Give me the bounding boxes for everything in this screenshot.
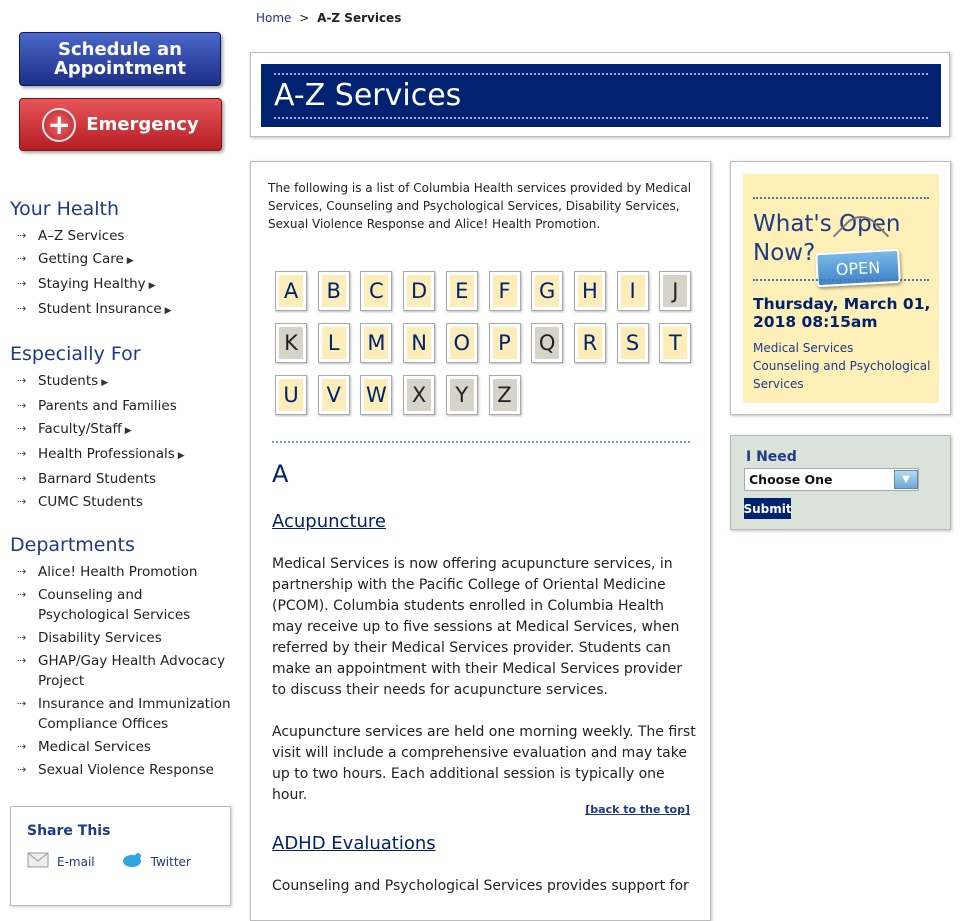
schedule-label-line2: Appointment [53,58,187,79]
nav-especially-for [10,343,235,515]
dotted-arrow-icon: ⇢ [17,252,27,265]
alphabet-letter-label: V [322,379,346,411]
nav-especially-for-item[interactable] [10,444,235,466]
dotted-arrow-icon: ⇢ [17,374,27,387]
nav-your-health-list [10,226,235,321]
intro-text: The following is a list of Columbia Health services provided by Medical Services, Counseling and Psychological Services, Disability Services, Sexual Violence Response and Alice! Health Promotion. [268,181,692,231]
service-paragraph: Medical Services is now offering acupuncture services, in partnership with the Pacific College of Oriental Medicine (PCOM). Columbia students enrolled in Columbia Health may receive up to five sessions at Medical Services, when referred by their Medical Services provider. Students can make an appointment with their Medical Services provider to discuss their needs for acupuncture services. [272,556,683,698]
alphabet-letter-label: Q [535,327,559,359]
nav-departments-item-label: Insurance and Immunization Compliance Offices [38,696,231,732]
alphabet-letter-m[interactable] [360,323,392,363]
caret-right-icon: ▶ [126,256,134,266]
dotted-arrow-icon: ⇢ [17,654,27,667]
caret-right-icon: ▶ [164,306,172,316]
nav-departments-item-label: Counseling and Psychological Services [38,587,191,623]
alphabet-letter-label: A [279,275,303,307]
nav-especially-for-item[interactable] [10,419,235,441]
alphabet-letter-label: L [322,327,346,359]
alphabet-letter-label: C [364,275,388,307]
open-sign-icon [815,249,901,287]
alphabet-letter-label: E [450,275,474,307]
alphabet-letter-label: H [578,275,602,307]
alphabet-letter-o[interactable] [446,323,478,363]
header-dotted-rule-top [274,73,928,75]
alphabet-letter-q [531,323,563,363]
dotted-arrow-icon: ⇢ [17,631,27,644]
nav-departments-title: Departments [10,534,135,556]
alphabet-letter-label: P [493,327,517,359]
nav-especially-for-item-label: CUMC Students [38,494,143,510]
alphabet-letter-label: B [322,275,346,307]
whats-open-widget [730,161,951,415]
i-need-select[interactable] [744,468,919,491]
dotted-arrow-icon: ⇢ [17,472,27,485]
nav-departments-list [10,562,235,780]
alphabet-letter-label: D [407,275,431,307]
alphabet-letter-g[interactable] [531,271,563,311]
caret-right-icon: ▶ [177,451,185,461]
alphabet-letter-x [403,375,435,415]
open-sign-label: OPEN [835,257,881,279]
alphabet-letter-label: Z [493,379,517,411]
dotted-arrow-icon: ⇢ [17,302,27,315]
alphabet-letter-j [659,271,691,311]
service-paragraph: Counseling and Psychological Services provides support for [272,878,689,894]
nav-departments-item-label: Sexual Violence Response [38,762,214,778]
nav-departments-item[interactable] [10,737,235,757]
alphabet-letter-i[interactable] [617,271,649,311]
nav-your-health-item-label: Getting Care [38,251,124,267]
open-dotted-rule-bottom [753,279,929,281]
alphabet-letter-label: I [621,275,645,307]
nav-especially-for-item[interactable] [10,396,235,416]
i-need-widget [730,435,951,530]
dotted-arrow-icon: ⇢ [17,495,27,508]
caret-right-icon: ▶ [124,426,132,436]
nav-especially-for-item-label: Faculty/Staff [38,421,122,437]
service-title-acupuncture[interactable]: Acupuncture [272,511,386,532]
nav-especially-for-item[interactable] [10,371,235,393]
alphabet-letter-w[interactable] [360,375,392,415]
page-header [250,52,950,137]
header-dotted-rule-bottom [274,117,928,119]
alphabet-letter-e[interactable] [446,271,478,311]
twitter-bird-icon [121,851,143,872]
dotted-arrow-icon: ⇢ [17,588,27,601]
alphabet-letter-h[interactable] [574,271,606,311]
alphabet-letter-label: N [407,327,431,359]
i-need-label: I Need [746,449,797,465]
alphabet-letter-label: J [663,275,687,307]
alphabet-letter-label: X [407,379,431,411]
emergency-label: Emergency [86,114,199,135]
breadcrumb-separator: > [299,11,310,25]
alphabet-letter-s[interactable] [617,323,649,363]
dotted-separator [272,441,690,443]
nav-departments-item-label: Medical Services [38,739,151,755]
share-email-label: E-mail [57,854,95,869]
service-paragraph: Acupuncture services are held one morning weekly. The first visit will include a comprehensive evaluation and may take up to two hours. Each additional session is typically one hour. [272,724,696,803]
dotted-arrow-icon: ⇢ [17,277,27,290]
alphabet-letter-label: M [364,327,388,359]
alphabet-letter-l[interactable] [318,323,350,363]
share-box [10,806,231,906]
nav-departments-item[interactable] [10,628,235,648]
alphabet-letter-label: R [578,327,602,359]
nav-your-health-item[interactable] [10,274,235,296]
alphabet-letter-label: W [364,379,388,411]
nav-your-health-item-label: Student Insurance [38,301,162,317]
chevron-down-icon[interactable]: ▼ [894,470,918,489]
nav-departments-item-label: Alice! Health Promotion [38,564,198,580]
nav-especially-for-title: Especially For [10,343,141,365]
alphabet-letter-label: S [621,327,645,359]
nav-departments [10,534,235,783]
schedule-label-line1: Schedule an [58,39,182,60]
alphabet-letter-k [275,323,307,363]
alphabet-letter-u[interactable] [275,375,307,415]
header-banner [261,64,941,127]
whats-open-title: What's Open Now? [753,211,901,266]
nav-departments-item-label: Disability Services [38,630,162,646]
alphabet-letter-label: Y [450,379,474,411]
nav-your-health [10,198,235,324]
nav-departments-item[interactable] [10,562,235,582]
open-link-medical-services[interactable]: Medical Services [753,341,854,355]
nav-your-health-item-label: A–Z Services [38,228,125,244]
nav-your-health-title: Your Health [10,198,119,220]
dotted-arrow-icon: ⇢ [17,229,27,242]
alphabet-letter-c[interactable] [360,271,392,311]
dotted-arrow-icon: ⇢ [17,565,27,578]
breadcrumb-current: A-Z Services [317,11,402,25]
breadcrumb-home-link[interactable]: Home [256,11,292,25]
caret-right-icon: ▶ [148,281,156,291]
page-title: A-Z Services [274,78,462,113]
dotted-arrow-icon: ⇢ [17,740,27,753]
emergency-button[interactable] [19,98,222,151]
alphabet-letter-label: U [279,379,303,411]
nav-departments-item-label: GHAP/Gay Health Advocacy Project [38,653,226,689]
breadcrumb [256,11,401,25]
back-to-top-link[interactable]: [back to the top] [585,803,690,816]
alphabet-letter-d[interactable] [403,271,435,311]
nav-especially-for-item[interactable] [10,469,235,489]
nav-departments-item[interactable] [10,760,235,780]
alphabet-letter-p[interactable] [489,323,521,363]
dotted-arrow-icon: ⇢ [17,697,27,710]
alphabet-letter-z [489,375,521,415]
nav-especially-for-item-label: Barnard Students [38,471,157,487]
dotted-arrow-icon: ⇢ [17,399,27,412]
medical-cross-icon: + [42,108,76,142]
caret-right-icon: ▶ [101,378,109,388]
alphabet-letter-v[interactable] [318,375,350,415]
nav-departments-item[interactable] [10,585,235,625]
main-content [250,161,711,921]
alphabet-letter-n[interactable] [403,323,435,363]
nav-especially-for-item[interactable] [10,492,235,512]
share-twitter-link[interactable] [121,851,191,872]
alphabet-letter-a[interactable] [275,271,307,311]
alphabet-letter-label: G [535,275,559,307]
alphabet-letter-label: O [450,327,474,359]
alphabet-letter-t[interactable] [659,323,691,363]
dotted-arrow-icon: ⇢ [17,422,27,435]
share-email-link[interactable] [27,851,95,872]
nav-especially-for-item-label: Health Professionals [38,446,175,462]
nav-your-health-item[interactable] [10,226,235,246]
nav-departments-item[interactable] [10,651,235,691]
alphabet-letter-f[interactable] [489,271,521,311]
nav-your-health-item-label: Staying Healthy [38,276,146,292]
envelope-icon [27,852,49,871]
open-dotted-rule-top [753,197,929,199]
alphabet-letter-label: K [279,327,303,359]
open-datetime: Thursday, March 01, 2018 08:15am [753,295,931,331]
nav-especially-for-item-label: Parents and Families [38,398,177,414]
share-twitter-label: Twitter [150,854,191,869]
alphabet-letter-label: T [663,327,687,359]
alphabet-letter-r[interactable] [574,323,606,363]
nav-especially-for-list [10,371,235,512]
nav-especially-for-item-label: Students [38,373,99,389]
open-link-counseling[interactable]: Counseling and Psychological Services [753,359,931,391]
service-title-adhd[interactable]: ADHD Evaluations [272,833,436,854]
nav-your-health-item[interactable] [10,299,235,321]
share-title: Share This [27,823,111,839]
alphabet-letter-y [446,375,478,415]
dotted-arrow-icon: ⇢ [17,447,27,460]
alphabet-letter-b[interactable] [318,271,350,311]
i-need-selected-value: Choose One [749,472,833,487]
submit-button[interactable]: Submit [744,498,791,519]
dotted-arrow-icon: ⇢ [17,763,27,776]
nav-departments-item[interactable] [10,694,235,734]
alphabet-letter-label: F [493,275,517,307]
nav-your-health-item[interactable] [10,249,235,271]
schedule-appointment-button[interactable] [19,32,221,86]
section-letter-heading: A [272,460,289,488]
